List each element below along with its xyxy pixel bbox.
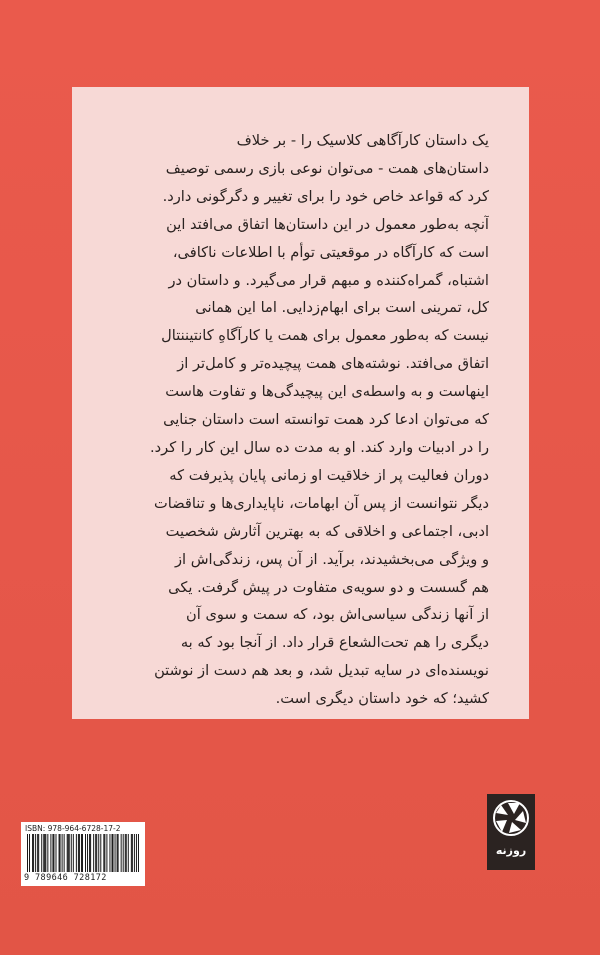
blurb-line: هم گسست و دو سویه‌ی متفاوت در پیش گرفت. یکی — [168, 578, 489, 596]
blurb-text — [112, 127, 489, 713]
blurb-line: ادبی، اجتماعی و اخلاقی که به بهترین آثارش شخصیت — [165, 522, 489, 540]
blurb-line: دیگری را هم تحت‌الشعاع قرار داد. از آنجا بود که به — [180, 634, 489, 652]
blurb-line: کل، تمرینی است برای ابهام‌زدایی. اما این همانی — [195, 299, 489, 317]
publisher-name: روزنه — [495, 844, 527, 857]
blurb-line: است که کارآگاه در موقعیتی توأم با اطلاعات ناکافی، — [172, 243, 489, 261]
aperture-logo-icon — [491, 798, 531, 838]
blurb-line: اتفاق می‌افتد. نوشته‌های همت پیچیده‌تر و کامل‌تر از — [177, 355, 489, 373]
blurb-panel — [72, 87, 529, 719]
blurb-line: و ویژگی می‌بخشیدند، برآید. از آن پس، زندگی‌اش از — [174, 550, 489, 568]
blurb-line: یک داستان کارآگاهی کلاسیک را - بر خلاف — [236, 132, 489, 149]
blurb-line: را در ادبیات وارد کند. او به مدت ده سال این کار را کرد. — [150, 438, 489, 456]
blurb-line: دوران فعالیت پر از خلاقیت او زمانی پایان پذیرفت که — [169, 466, 489, 484]
barcode-digits: 9 789646 728172 — [24, 873, 107, 883]
blurb-line: کرد که قواعد خاص خود را برای تغییر و دگرگونی دارد. — [162, 187, 489, 205]
blurb-line: اشتباه، گمراه‌کننده و مبهم قرار می‌گیرد. و داستان در — [168, 271, 489, 289]
blurb-line: دیگر نتوانست از پس آن ابهامات، ناپایداری‌ها و تناقضات — [154, 494, 489, 512]
barcode-bars — [27, 834, 139, 872]
blurb-line: نویسنده‌ای در سایه تبدیل شد، و بعد هم دست از نوشتن — [154, 662, 489, 680]
isbn-label: ISBN: 978-964-6728-17-2 — [25, 824, 121, 833]
blurb-line: داستان‌های همت - می‌توان نوعی بازی رسمی توصیف — [165, 159, 489, 177]
publisher-logo — [487, 794, 535, 870]
blurb-line: اینهاست و به واسطه‌ی این پیچیدگی‌ها و تفاوت هاست — [165, 383, 489, 401]
blurb-line: که می‌توان ادعا کرد همت توانسته است داستان جنایی — [163, 411, 489, 429]
isbn-barcode — [21, 822, 145, 886]
blurb-line: آنچه به‌طور معمول در این داستان‌ها اتفاق می‌افتد این — [166, 215, 489, 233]
blurb-line: نیست که به‌طور معمول برای همت یا کارآگاهِ کانتیننتال — [161, 327, 489, 345]
blurb-line: کشید؛ که خود داستان دیگری است. — [275, 690, 489, 708]
blurb-line: از آنها زندگی سیاسی‌اش بود، که سمت و سوی آن — [186, 606, 489, 624]
